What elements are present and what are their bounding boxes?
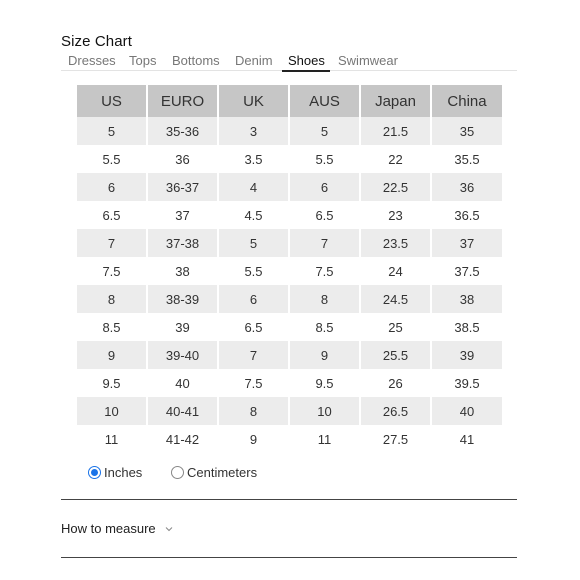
table-cell: 5.5	[218, 257, 289, 285]
table-cell: 11	[289, 425, 360, 453]
table-row	[76, 369, 503, 397]
table-cell: 36	[431, 173, 503, 201]
table-cell: 26	[360, 369, 431, 397]
table-cell: 7.5	[76, 257, 147, 285]
table-cell: 40	[431, 397, 503, 425]
table-cell: 26.5	[360, 397, 431, 425]
table-row	[76, 117, 503, 145]
table-cell: 7	[76, 229, 147, 257]
centimeters-option[interactable]	[171, 465, 257, 480]
table-cell: 38	[431, 285, 503, 313]
inches-option[interactable]	[88, 465, 142, 480]
table-cell: 37-38	[147, 229, 218, 257]
table-cell: 6	[289, 173, 360, 201]
table-cell: 9	[76, 341, 147, 369]
table-cell: 3.5	[218, 145, 289, 173]
inches-label: Inches	[104, 465, 143, 480]
table-row	[76, 397, 503, 425]
centimeters-label: Centimeters	[187, 465, 258, 480]
table-cell: 24	[360, 257, 431, 285]
table-cell: 24.5	[360, 285, 431, 313]
table-row	[76, 341, 503, 369]
column-header-japan: Japan	[360, 85, 431, 117]
chevron-down-icon	[165, 525, 173, 533]
table-cell: 5.5	[76, 145, 147, 173]
table-cell: 6.5	[289, 201, 360, 229]
table-cell: 39.5	[431, 369, 503, 397]
table-cell: 9	[218, 425, 289, 453]
table-cell: 7.5	[218, 369, 289, 397]
table-row	[76, 257, 503, 285]
table-cell: 9.5	[76, 369, 147, 397]
table-row	[76, 313, 503, 341]
table-cell: 37.5	[431, 257, 503, 285]
table-cell: 35-36	[147, 117, 218, 145]
table-cell: 8.5	[289, 313, 360, 341]
how-to-measure-label: How to measure	[61, 521, 156, 536]
table-cell: 10	[76, 397, 147, 425]
table-cell: 5	[289, 117, 360, 145]
table-cell: 9.5	[289, 369, 360, 397]
table-cell: 5	[218, 229, 289, 257]
table-cell: 4.5	[218, 201, 289, 229]
tab-tops[interactable]: Tops	[129, 53, 157, 68]
table-cell: 7	[218, 341, 289, 369]
table-cell: 37	[431, 229, 503, 257]
column-header-us: US	[76, 85, 147, 117]
how-to-measure-toggle[interactable]	[61, 521, 173, 536]
table-cell: 38	[147, 257, 218, 285]
table-body	[76, 117, 503, 453]
table-cell: 22.5	[360, 173, 431, 201]
table-row	[76, 201, 503, 229]
inches-radio[interactable]	[88, 466, 101, 479]
table-cell: 39-40	[147, 341, 218, 369]
table-cell: 5.5	[289, 145, 360, 173]
table-cell: 7.5	[289, 257, 360, 285]
table-cell: 9	[289, 341, 360, 369]
tab-dresses[interactable]: Dresses	[68, 53, 116, 68]
table-cell: 8	[76, 285, 147, 313]
column-header-china: China	[431, 85, 503, 117]
column-header-uk: UK	[218, 85, 289, 117]
table-cell: 40	[147, 369, 218, 397]
table-cell: 8.5	[76, 313, 147, 341]
table-cell: 35.5	[431, 145, 503, 173]
table-cell: 21.5	[360, 117, 431, 145]
table-cell: 23	[360, 201, 431, 229]
table-cell: 8	[289, 285, 360, 313]
table-cell: 37	[147, 201, 218, 229]
table-cell: 6	[76, 173, 147, 201]
table-cell: 36-37	[147, 173, 218, 201]
table-header-row	[76, 85, 503, 117]
category-tabs	[61, 53, 517, 71]
table-cell: 11	[76, 425, 147, 453]
size-chart-title: Size Chart	[61, 33, 133, 50]
table-cell: 35	[431, 117, 503, 145]
table-cell: 38.5	[431, 313, 503, 341]
table-cell: 10	[289, 397, 360, 425]
table-cell: 3	[218, 117, 289, 145]
column-header-euro: EURO	[147, 85, 218, 117]
divider-top	[61, 499, 517, 500]
table-cell: 6.5	[218, 313, 289, 341]
tab-swimwear[interactable]: Swimwear	[338, 53, 398, 68]
divider-bottom	[61, 557, 517, 558]
column-header-aus: AUS	[289, 85, 360, 117]
tab-denim[interactable]: Denim	[235, 53, 273, 68]
table-row	[76, 145, 503, 173]
table-cell: 36	[147, 145, 218, 173]
table-cell: 4	[218, 173, 289, 201]
table-cell: 6.5	[76, 201, 147, 229]
table-cell: 39	[431, 341, 503, 369]
table-cell: 25.5	[360, 341, 431, 369]
table-cell: 22	[360, 145, 431, 173]
table-cell: 27.5	[360, 425, 431, 453]
table-cell: 6	[218, 285, 289, 313]
centimeters-radio[interactable]	[171, 466, 184, 479]
tab-bottoms[interactable]: Bottoms	[172, 53, 220, 68]
table-cell: 36.5	[431, 201, 503, 229]
table-row	[76, 229, 503, 257]
table-row	[76, 285, 503, 313]
table-cell: 38-39	[147, 285, 218, 313]
shoe-size-table	[75, 85, 504, 453]
table-cell: 5	[76, 117, 147, 145]
table-cell: 8	[218, 397, 289, 425]
table-cell: 39	[147, 313, 218, 341]
table-cell: 41	[431, 425, 503, 453]
table-cell: 41-42	[147, 425, 218, 453]
table-cell: 40-41	[147, 397, 218, 425]
table-cell: 25	[360, 313, 431, 341]
tab-shoes[interactable]: Shoes	[288, 53, 325, 68]
table-cell: 23.5	[360, 229, 431, 257]
table-cell: 7	[289, 229, 360, 257]
table-row	[76, 173, 503, 201]
table-row	[76, 425, 503, 453]
